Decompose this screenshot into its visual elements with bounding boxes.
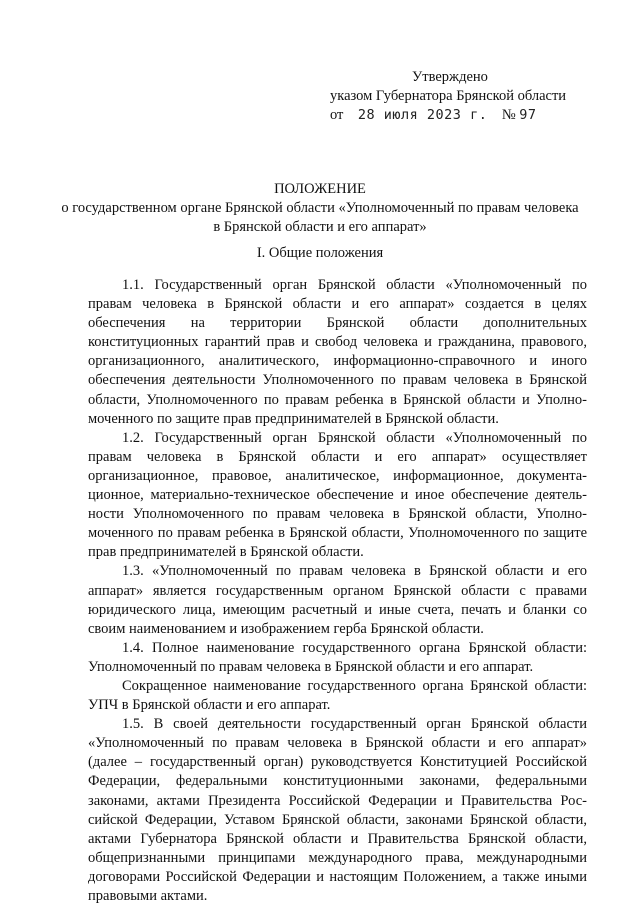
approval-date: 28 июля 2023 г. — [357, 107, 488, 123]
paragraph-1-1: 1.1. Государственный орган Брянской области «Уполномоченный по правам человека в Брянской области и его аппарат» создается в целях обеспечения на территории Брянской области дополнительных конституционных гарантий прав и свобод человека и гражданина, правового, организационного, аналитического, информационно-справочного и иного обеспечения деятельности Уполномоченного по правам человека в Брянской области, Уполномоченного по правам ребенка в Брянской области и Уполномоченного по защите прав предпринимателей в Брянской области. — [88, 277, 587, 427]
paragraph-1-3: 1.3. «Уполномоченный по правам человека в Брянской области и его аппарат» является государственным органом Брянской области с правами юридического лица, имеющим расчетный и иные счета, печать и бланки со своим наименованием и изображением герба Брянской области. — [88, 563, 587, 637]
approval-stamp — [330, 68, 566, 125]
approval-number-label: № — [501, 107, 516, 123]
approval-approved-label: Утверждено — [412, 69, 488, 85]
paragraph-short-name: Сокращенное наименование государственного органа Брянской области: УПЧ в Брянской области и его аппарат. — [88, 677, 587, 714]
document-heading: ПОЛОЖЕНИЕ — [274, 181, 366, 197]
approval-from-label: от — [330, 107, 344, 123]
document-subtitle: о государственном органе Брянской области «Уполномоченный по правам человека в Брянской области и его аппарат» — [61, 200, 579, 235]
approval-decree-line: указом Губернатора Брянской области — [330, 88, 567, 104]
section-heading: I. Общие положения — [256, 245, 384, 261]
approval-date-line — [330, 106, 566, 125]
approval-number: 97 — [519, 107, 537, 123]
document-body — [88, 276, 587, 906]
paragraph-1-2: 1.2. Государственный орган Брянской области «Уполномоченный по правам человека в Брянской области и его аппарат» осуществляет организационное, правовое, аналитическое, информационное, документационное, материально-техническое обеспечение и иное обеспечение деятельности Уполномоченного по правам человека в Брянской области, Уполномоченного по правам ребенка в Брянской области, Уполномоченного по защите прав предпринимателей в Брянской области. — [88, 429, 587, 561]
paragraph-1-4: 1.4. Полное наименование государственного органа Брянской области: Уполномоченный по правам человека в Брянской области и его аппарат. — [88, 639, 587, 675]
document-title — [60, 180, 580, 237]
paragraph-1-5: 1.5. В своей деятельности государственный орган Брянской области «Уполномоченный по правам человека в Брянской области и его аппарат» (далее – государственный орган) руководствуется Конституцией Российской Федерации, федеральными конституционными законами, федеральными законами, актами Президента Российской Федерации и Правительства Российской Федерации, Уставом Брянской области, законами Брянской области, актами Губернатора Брянской области и Правительства Брянской области, общепризнанными принципами международного права, международными договорами Российской Федерации и настоящим Положением, а также иными правовыми актами. — [88, 716, 587, 904]
